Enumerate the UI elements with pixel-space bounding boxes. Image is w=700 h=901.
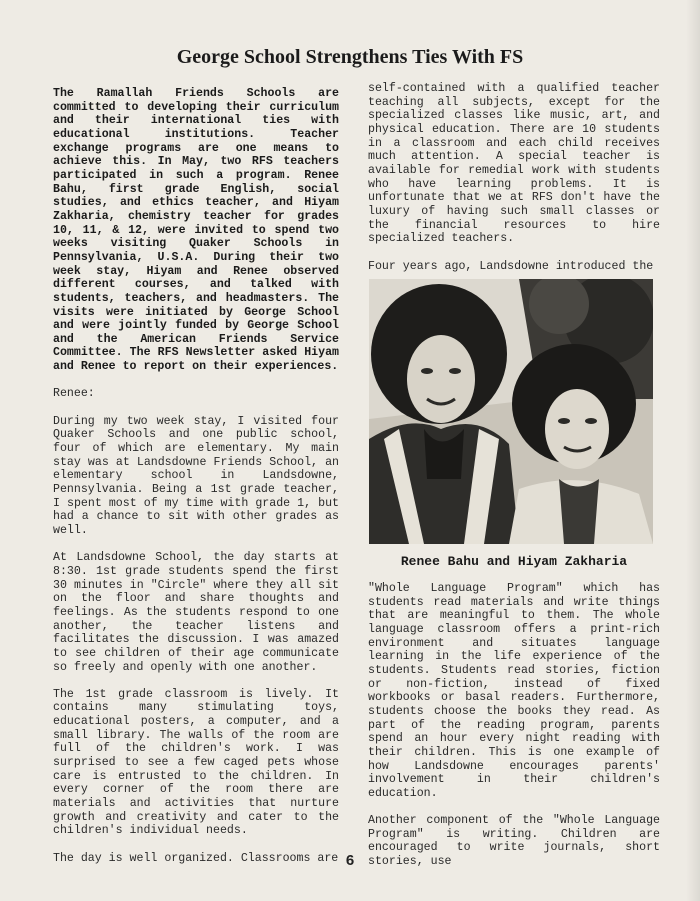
left-paragraph-3: The 1st grade classroom is lively. It contains many stimulating toys, educational posters, a computer, and a small library. The walls of the room are full of the children's work. I was surprised to see a few caged pets whose care is entrusted to the children. In every corner of the room there are materials and activities that nurture growth and creativity and cater to the children's individual needs. bbox=[53, 687, 339, 838]
intro-paragraph: The Ramallah Friends Schools are committed to developing their curriculum and their international ties with educational institutions. Teacher exchange programs are one means to achieve this. In May, two RFS teachers participated in such a program. Renee Bahu, first grade English, social studies, and ethics teacher, and Hiyam Zakharia, chemistry teacher for grades 10, 11, & 12, were invited to spend two weeks visiting Quaker Schools in Pennsylvania, U.S.A. During their two week stay, Hiyam and Renee observed different courses, and talked with students, teachers, and headmasters. The visits were initiated by George School and were jointly funded by George School and the American Friends Service Committee. The RFS Newsletter asked Hiyam and Renee to report on their experiences. bbox=[53, 87, 339, 374]
left-paragraph-1: During my two week stay, I visited four Quaker Schools and one public school, four of which are elementary. My main stay was at Landsdowne Friends School, an elementary school in Landsdowne, Pennsylvania. Being a 1st grade teacher, I spent most of my time with grade 1, but had a chance to sit with other grades as well. bbox=[53, 414, 339, 537]
speaker-label: Renee: bbox=[53, 387, 95, 401]
right-paragraph-3: "Whole Language Program" which has students read materials and write things that are meaningful to them. The whole language classroom offers a print-rich environment and situates language learning in the life experience of the students. Students read stories, fiction or non-fiction, instead of fixed workbooks or basal readers. Furthermore, students choose the books they read. As part of the reading program, parents spend an hour every night reading with their children. This is one example of how Landsdowne encourages parents' involvement in their children's education. bbox=[368, 582, 660, 800]
right-paragraph-1: self-contained with a qualified teacher teaching all subjects, except for the specialized classes like music, art, and physical education. There are 10 students in a classroom and each child receives much attention. A special teacher is available for remedial work with students who have learning problems. It is unfortunate that we at RFS don't have the luxury of having such small classes or the financial resources to hire specialized teachers. bbox=[368, 82, 660, 246]
left-column bbox=[53, 87, 339, 879]
photo-two-women bbox=[369, 279, 653, 544]
right-paragraph-2: Four years ago, Landsdowne introduced the bbox=[368, 259, 654, 273]
page-number: 6 bbox=[345, 852, 355, 869]
page-edge-shadow bbox=[686, 0, 700, 901]
left-paragraph-4: The day is well organized. Classrooms are bbox=[53, 851, 339, 865]
right-paragraph-4: Another component of the "Whole Language Program" is writing. Children are encouraged to write journals, short stories, use bbox=[368, 814, 660, 869]
photo-caption: Renee Bahu and Hiyam Zakharia bbox=[400, 554, 628, 569]
left-paragraph-2: At Landsdowne School, the day starts at 8:30. 1st grade students spend the first 30 minutes in "Circle" where they all sit on the floor and share thoughts and feelings. As the students respond to one another, the teacher listens and facilitates the discussion. I was amazed to see children of their age communicate so freely and openly with one another. bbox=[53, 551, 339, 674]
right-column-top bbox=[368, 82, 660, 287]
right-column-bottom bbox=[368, 582, 660, 882]
article-title: George School Strengthens Ties With FS bbox=[176, 46, 524, 68]
photo-illustration bbox=[369, 279, 653, 544]
